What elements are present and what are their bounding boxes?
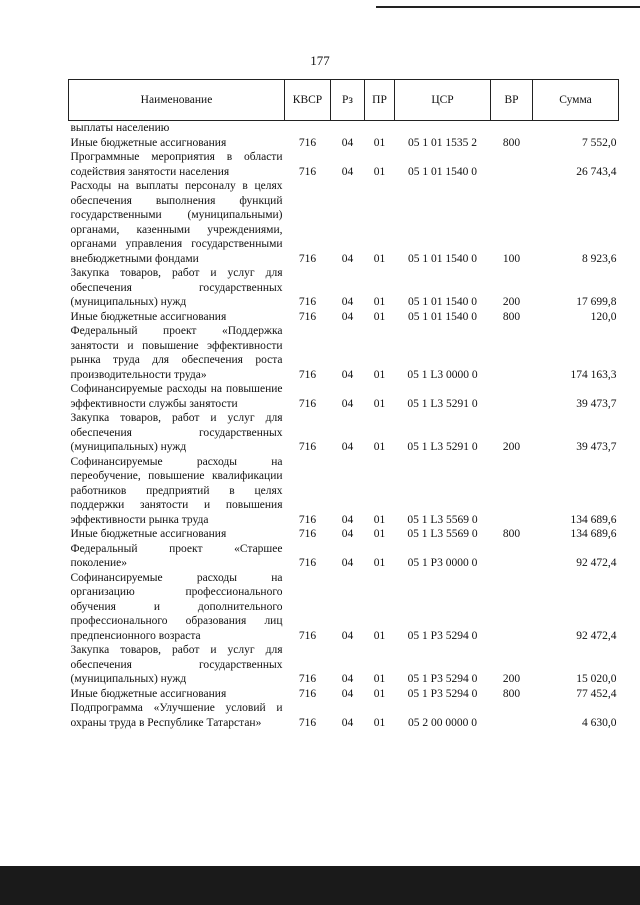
cell-csr: 05 1 P3 5294 0: [407, 629, 478, 642]
table-row: [69, 411, 619, 455]
cell-name: Иные бюджетные ассигнования: [70, 136, 227, 149]
cell-kvsr: 716: [298, 310, 317, 323]
cell-kvsr: 716: [298, 557, 317, 569]
cell-rz: 04: [341, 296, 354, 308]
cell-pr: 01: [373, 528, 386, 540]
cell-sum: 92 472,4: [576, 557, 617, 569]
cell-pr: 01: [373, 368, 386, 381]
cell-vr: 800: [502, 310, 521, 323]
cell-rz: 04: [341, 716, 354, 729]
cell-name: Закупка товаров, работ и услуг для обеспечения государственных (муниципальных) нужд: [70, 267, 283, 308]
scan-top-line: [376, 6, 640, 8]
cell-name: Иные бюджетные ассигнования: [70, 687, 227, 700]
cell-sum: 39 473,7: [576, 441, 617, 453]
cell-kvsr: 716: [298, 513, 317, 526]
cell-sum: 7 552,0: [582, 136, 617, 149]
cell-sum: 77 452,4: [576, 687, 617, 700]
cell-rz: 04: [341, 368, 354, 381]
cell-kvsr: 716: [298, 441, 317, 453]
budget-table: [68, 79, 619, 730]
cell-name: Федеральный проект «Поддержка занятости и повышение эффективности рынка труда для обеспечения роста производительности труда»: [70, 325, 283, 381]
column-header-sum: Сумма: [533, 80, 619, 121]
column-header-csr: ЦСР: [395, 80, 491, 121]
table-row: [69, 310, 619, 325]
cell-vr: [491, 542, 533, 571]
column-header-pr: ПР: [365, 80, 395, 121]
cell-vr: [491, 701, 533, 730]
cell-rz: 04: [341, 629, 354, 642]
cell-sum: 8 923,6: [582, 252, 617, 265]
table-row: [69, 542, 619, 571]
cell-pr: 01: [373, 252, 386, 265]
cell-vr: 800: [502, 687, 521, 700]
cell-csr: 05 1 01 1540 0: [408, 165, 477, 178]
table-row: [69, 266, 619, 310]
cell-rz: 04: [341, 513, 354, 526]
column-header-rz: Рз: [331, 80, 365, 121]
column-header-vr: ВР: [491, 80, 533, 121]
cell-name: Федеральный проект «Старшее поколение»: [70, 542, 283, 569]
cell-sum: 134 689,6: [570, 513, 617, 526]
cell-kvsr: 716: [298, 296, 317, 308]
cell-csr: 05 1 L3 5569 0: [407, 528, 478, 540]
cell-csr: 05 1 L3 0000 0: [407, 368, 478, 381]
table-row: [69, 701, 619, 730]
cell-vr: 200: [502, 441, 521, 453]
cell-name: Софинансируемые расходы на переобучение, повышение квалификации работников предприятий в целях поддержки занятости и повышения эффективности рынка труда: [70, 455, 283, 526]
cell-name: Софинансируемые расходы на повышение эффективности службы занятости: [70, 383, 283, 410]
cell-vr: 200: [502, 296, 521, 308]
cell-kvsr: 716: [298, 397, 317, 410]
table-row: [69, 643, 619, 687]
page-number: 177: [310, 53, 330, 68]
scan-bottom-edge: [0, 866, 640, 905]
cell-sum: 39 473,7: [576, 397, 617, 410]
cell-vr: [491, 150, 533, 179]
cell-csr: 05 1 P3 5294 0: [407, 687, 478, 700]
table-row: [69, 571, 619, 644]
table-header-row: [69, 80, 619, 121]
cell-name: Подпрограмма «Улучшение условий и охраны труда в Республике Татарстан»: [70, 702, 283, 729]
cell-kvsr: 716: [298, 673, 317, 685]
cell-rz: 04: [341, 252, 354, 265]
table-row: [69, 455, 619, 528]
cell-pr: 01: [373, 397, 386, 410]
cell-kvsr: 716: [298, 252, 317, 265]
table-row: [69, 324, 619, 382]
cell-vr: [491, 455, 533, 528]
cell-sum: 17 699,8: [576, 296, 617, 308]
cell-rz: 04: [341, 136, 354, 149]
cell-sum: 134 689,6: [570, 528, 617, 540]
cell-csr: 05 1 01 1535 2: [408, 136, 477, 149]
cell-csr: 05 1 01 1540 0: [408, 252, 477, 265]
cell-sum: 120,0: [590, 310, 617, 323]
cell-rz: [331, 121, 365, 136]
cell-name: Софинансируемые расходы на организацию профессионального обучения и дополнительного профессионального образования лиц предпенсионного возраста: [70, 571, 283, 642]
cell-rz: 04: [341, 687, 354, 700]
cell-pr: 01: [373, 441, 386, 453]
cell-rz: 04: [341, 397, 354, 410]
cell-pr: 01: [373, 687, 386, 700]
cell-kvsr: 716: [298, 136, 317, 149]
cell-pr: 01: [373, 165, 386, 178]
cell-csr: 05 1 01 1540 0: [408, 296, 477, 308]
cell-name: Программные мероприятия в области содействия занятости населения: [70, 151, 283, 178]
cell-csr: 05 1 L3 5291 0: [407, 397, 478, 410]
table-body: [69, 121, 619, 731]
cell-rz: 04: [341, 165, 354, 178]
table-row: [69, 687, 619, 702]
cell-pr: [365, 121, 395, 136]
table-row: [69, 136, 619, 151]
cell-name: Расходы на выплаты персоналу в целях обеспечения выполнения функций государственными (муниципальными) органами, казенными учреждениями, органами управления государственными внебюджетными фондами: [70, 180, 283, 265]
table-row: [69, 121, 619, 136]
cell-sum: 92 472,4: [576, 629, 617, 642]
cell-rz: 04: [341, 557, 354, 569]
cell-pr: 01: [373, 629, 386, 642]
cell-pr: 01: [373, 310, 386, 323]
cell-name: Закупка товаров, работ и услуг для обеспечения государственных (муниципальных) нужд: [70, 644, 283, 685]
table-row: [69, 382, 619, 411]
cell-csr: 05 1 L3 5569 0: [407, 513, 478, 526]
cell-vr: 200: [502, 673, 521, 685]
cell-kvsr: 716: [298, 165, 317, 178]
cell-name: Закупка товаров, работ и услуг для обеспечения государственных (муниципальных) нужд: [70, 412, 283, 453]
cell-csr: 05 1 01 1540 0: [408, 310, 477, 323]
cell-name: Иные бюджетные ассигнования: [70, 528, 227, 540]
cell-sum: 174 163,3: [570, 368, 617, 381]
cell-vr: 800: [502, 136, 521, 149]
cell-pr: 01: [373, 136, 386, 149]
cell-sum: 15 020,0: [576, 673, 617, 685]
cell-name: Иные бюджетные ассигнования: [70, 310, 227, 323]
cell-pr: 01: [373, 557, 386, 569]
cell-kvsr: 716: [298, 687, 317, 700]
table-row: [69, 150, 619, 179]
cell-rz: 04: [341, 310, 354, 323]
cell-vr: 100: [502, 252, 521, 265]
cell-vr: [491, 324, 533, 382]
column-header-name: Наименование: [69, 80, 285, 121]
cell-rz: 04: [341, 441, 354, 453]
cell-csr: [395, 121, 491, 136]
cell-sum: 4 630,0: [582, 716, 617, 729]
cell-kvsr: 716: [298, 528, 317, 540]
cell-rz: 04: [341, 673, 354, 685]
cell-csr: 05 1 P3 5294 0: [407, 673, 478, 685]
cell-csr: 05 2 00 0000 0: [408, 716, 477, 729]
cell-rz: 04: [341, 528, 354, 540]
cell-pr: 01: [373, 296, 386, 308]
cell-kvsr: [285, 121, 331, 136]
cell-pr: 01: [373, 716, 386, 729]
cell-kvsr: 716: [298, 629, 317, 642]
cell-csr: 05 1 L3 5291 0: [407, 441, 478, 453]
cell-pr: 01: [373, 513, 386, 526]
cell-kvsr: 716: [298, 368, 317, 381]
table-row: [69, 527, 619, 542]
table-row: [69, 179, 619, 266]
cell-pr: 01: [373, 673, 386, 685]
cell-vr: [491, 571, 533, 644]
cell-csr: 05 1 P3 0000 0: [407, 557, 478, 569]
column-header-kvsr: КВСР: [285, 80, 331, 121]
cell-kvsr: 716: [298, 716, 317, 729]
cell-vr: 800: [502, 528, 521, 540]
cell-sum: [533, 121, 619, 136]
cell-vr: [491, 121, 533, 136]
cell-vr: [491, 382, 533, 411]
cell-sum: 26 743,4: [576, 165, 617, 178]
cell-name: выплаты населению: [70, 122, 170, 134]
